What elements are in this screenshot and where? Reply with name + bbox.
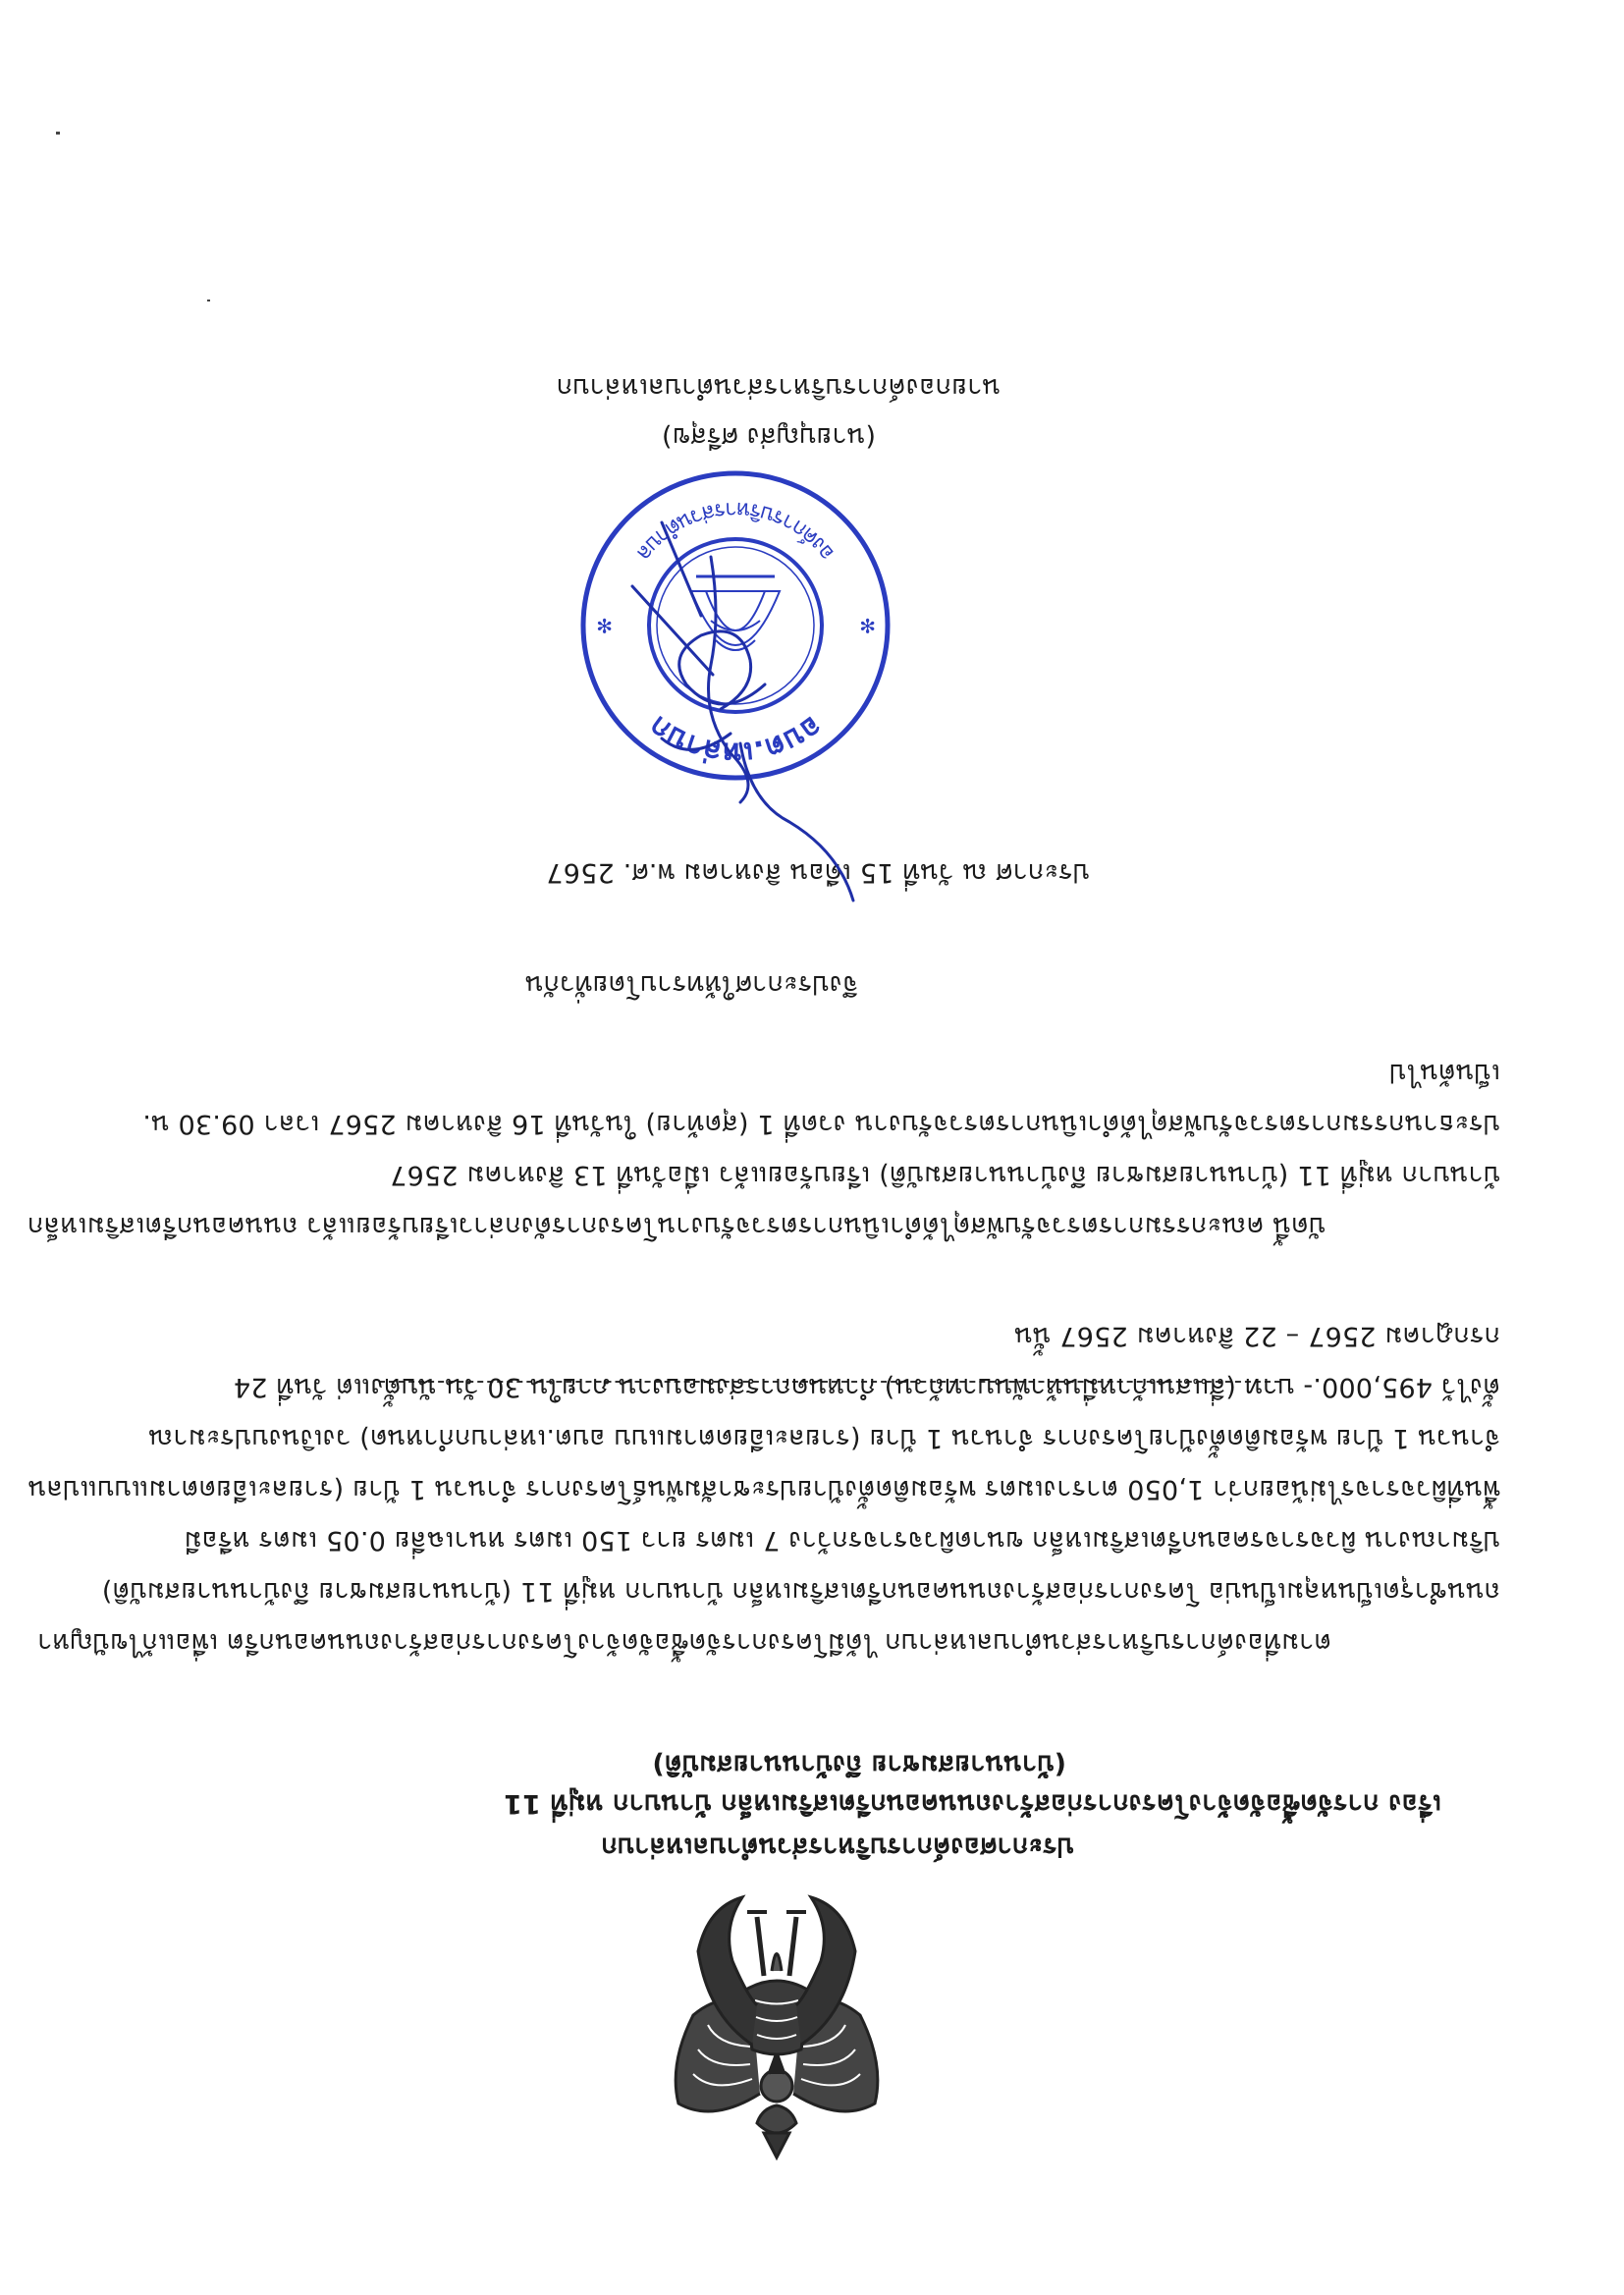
body-paragraph-1-line-5: จำนวน 1 ป้าย พร้อมติดตั้งป้ายโครงการ จำนวน 1 ป้าย (รายละเอียดตามแบบ อบต.เหล่าบกกำหนด) วงเงินงบประมาณ <box>147 1423 1500 1453</box>
subject-line-2: (บ้านนายสมชาย ถึงบ้านนายสมบัติ) <box>652 1749 1066 1779</box>
body-paragraph-2-line-2: บ้านบาก หมู่ที่ 11 (บ้านนายสมชาย ถึงบ้านนายสมบัติ) เรียบร้อยแล้ว เมื่อวันที่ 13 สิงหาคม 2567 <box>389 1160 1500 1190</box>
body-paragraph-1-line-2: ถนนชำรุดเป็นหลุมเป็นบ่อ โครงการก่อสร้างถนนคอนกรีตเสริมเหล็ก บ้านบาก หมู่ที่ 11 (บ้านนายสมชาย ถึงบ้านนายสมบัติ) <box>101 1576 1500 1607</box>
scan-speck <box>207 300 210 301</box>
svg-text:✻: ✻ <box>859 614 876 637</box>
body-paragraph-2-line-1: บัดนี้ คณะกรรมการตรวจรับพัสดุได้ดำเนินการตรวจรับงานโครงการดังกล่าวเรียบร้อยแล้ว ถนนคอนกรีตเสริมเหล็ก <box>27 1211 1326 1241</box>
subject-line-1: เรื่อง การจัดซื้อจัดจ้างโครงการก่อสร้างถนนคอนกรีตเสริมเหล็ก บ้านบาก หมู่ที่ 11 <box>503 1788 1441 1819</box>
announcement-date: ประกาศ ณ วันที่ 15 เดือน สิงหาคม พ.ศ. 2567 <box>546 857 1090 888</box>
garuda-emblem-icon <box>654 1887 899 2162</box>
handwritten-signature <box>603 498 858 910</box>
closing-text: จึงประกาศให้ทราบโดยทั่วกัน <box>524 969 858 1000</box>
body-paragraph-2-line-3: ประธานกรรมการตรวจรับพัสดุได้ดำเนินการตรวจรับงาน งวดที่ 1 (สุดท้าย) ในวันที่ 16 สิงหาคม 2567 เวลา 09.30 น. <box>142 1109 1500 1139</box>
body-paragraph-2-line-4: เป็นต้นไป <box>1389 1058 1500 1088</box>
scan-speck <box>56 132 60 135</box>
seal-text-bottom: องค์การบริหารส่วนตำบล <box>631 496 839 566</box>
body-paragraph-1-line-7: กรกฎาคม 2567 – 22 สิงหาคม 2567 นั้น <box>1014 1321 1500 1351</box>
signatory-name: (นายบุญส่ง ศรีสุข) <box>661 421 876 452</box>
body-paragraph-1-line-3: ปริมาณงาน ผิวจราจรคอนกรีตเสริมเหล็ก ขนาดผิวจราจรกว้าง 7 เมตร ยาว 150 เมตร หนาเฉลี่ย 0.05 เมตร หรือมี <box>184 1525 1500 1556</box>
document-title: ประกาศองค์การบริหารส่วนตำบลเหล่าบก <box>601 1831 1074 1862</box>
svg-text:✻: ✻ <box>596 614 613 637</box>
body-paragraph-1-line-6: ตั้งไว้ 495,000.- บาท (สี่แสนเก้าหมื่นห้าพันบาทถ้วน) กำหนดการส่งมอบงาน ภายใน 30 วัน นับตั้งแต่ วันที่ 24 <box>233 1372 1500 1402</box>
signatory-position: นายกองค์การบริหารส่วนตำบลเหล่าบก <box>556 372 1001 403</box>
body-paragraph-1-line-4: พื้นที่ผิวจราจรไม่น้อยกว่า 1,050 ตารางเมตร พร้อมติดตั้งป้ายประชาสัมพันธ์โครงการ จำนวน 1 ป้าย (รายละเอียดตามแบบแปลน <box>27 1474 1500 1504</box>
body-paragraph-1-line-1: ตามที่องค์การบริหารส่วนตำบลเหล่าบก ได้มีโครงการจัดซื้อจัดจ้างโครงการก่อสร้างถนนคอนกรีต เพื่อแก้ไขปัญหา <box>36 1627 1331 1658</box>
seal-text-top: อบต.เหล่าบก <box>642 708 829 771</box>
